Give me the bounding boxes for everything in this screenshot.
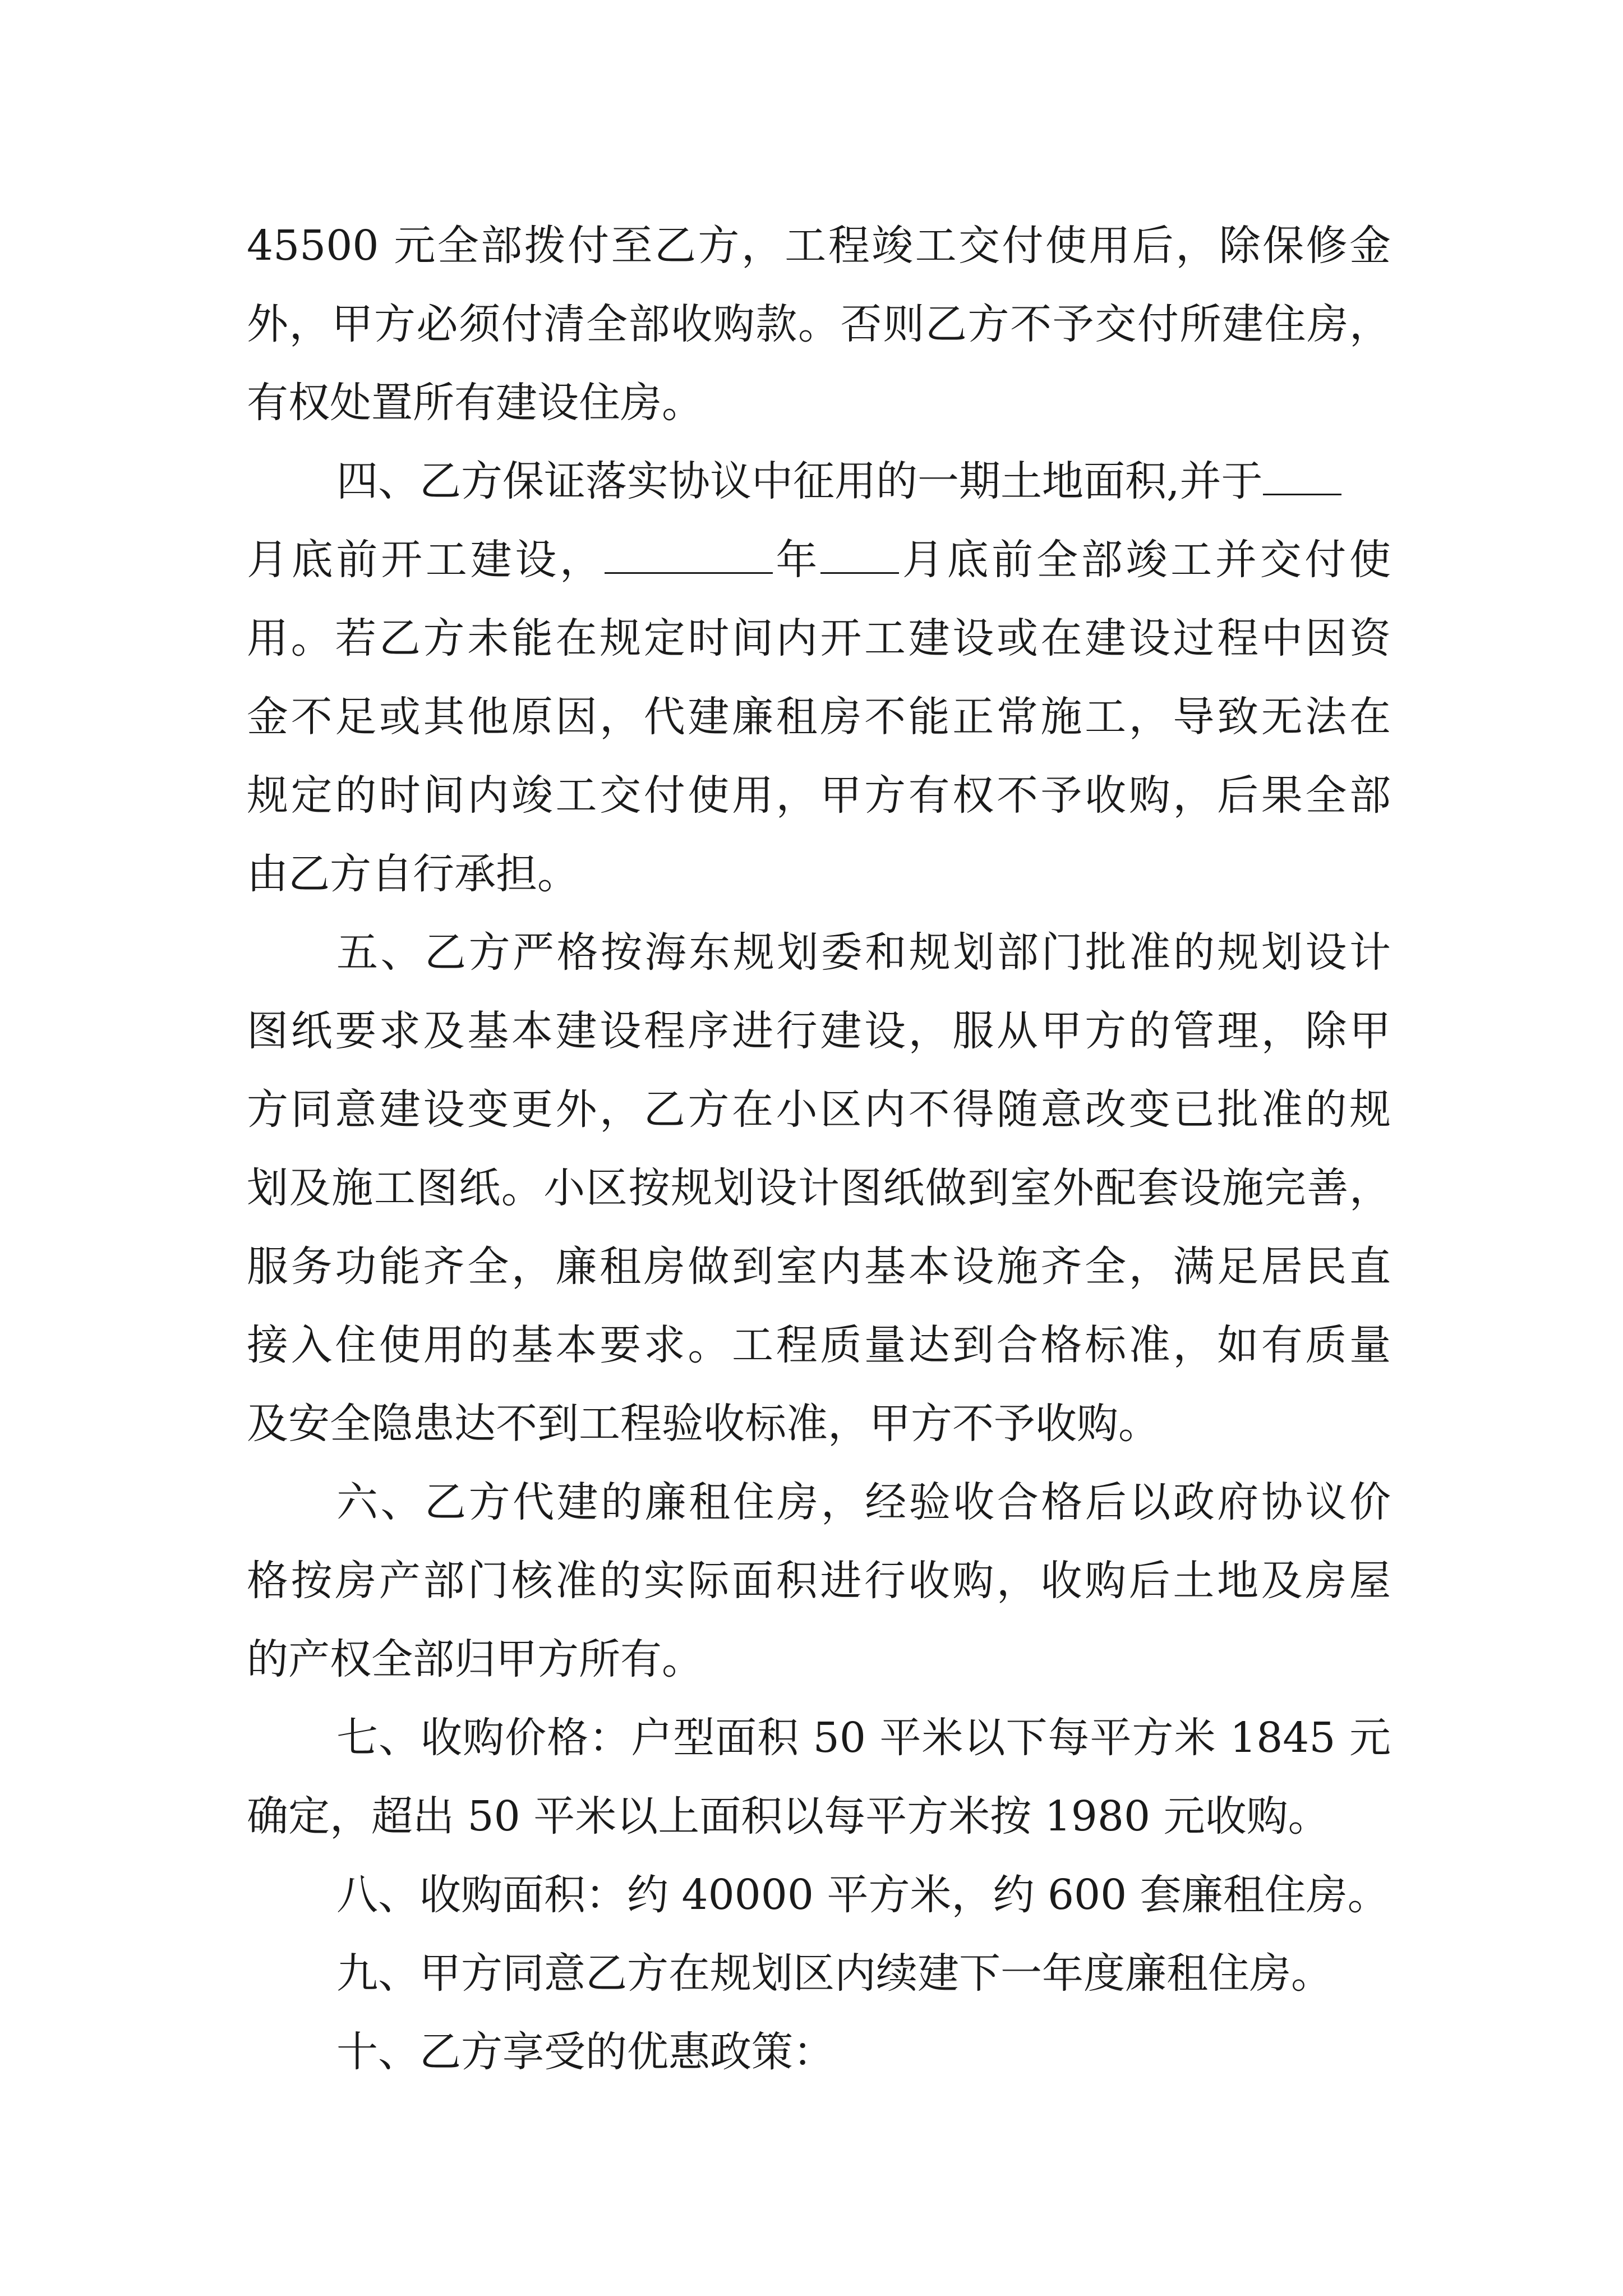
text-line-8: 规定的时间内竣工交付使用，甲方有权不予收购，后果全部	[247, 771, 1391, 820]
text-line-12: 方同意建设变更外，乙方在小区内不得随意改变已批准的规	[247, 1085, 1391, 1134]
blank-month-2	[820, 533, 899, 574]
text-line-2: 外，甲方必须付清全部收购款。否则乙方不予交付所建住房，	[247, 300, 1391, 348]
text-line-7: 金不足或其他原因，代建廉租房不能正常施工，导致无法在	[247, 693, 1391, 741]
clause-4-text: 四、乙方保证落实协议中征用的一期土地面积,并于	[336, 457, 1263, 505]
text-line-9: 由乙方自行承担。	[247, 850, 579, 898]
line-5-part-a: 月底前开工建设，	[247, 536, 605, 584]
clause-8-heading: 八、收购面积：约 40000 平方米，约 600 套廉租住房。	[336, 1871, 1389, 1919]
text-line-3: 有权处置所有建设住房。	[247, 379, 703, 427]
text-line-18: 格按房产部门核准的实际面积进行收购，收购后土地及房屋	[247, 1557, 1391, 1605]
blank-year	[605, 533, 773, 574]
blank-month-1	[1263, 454, 1341, 495]
text-line-13: 划及施工图纸。小区按规划设计图纸做到室外配套设施完善，	[247, 1164, 1391, 1212]
line-5-part-c: 月底前全部竣工并交付使	[899, 536, 1391, 584]
clause-10-heading: 十、乙方享受的优惠政策：	[336, 2028, 834, 2076]
text-line-14: 服务功能齐全，廉租房做到室内基本设施齐全，满足居民直	[247, 1243, 1391, 1291]
text-line-1: 45500 元全部拨付至乙方，工程竣工交付使用后，除保修金	[247, 222, 1391, 270]
clause-6-heading: 六、乙方代建的廉租住房，经验收合格后以政府协议价	[336, 1478, 1391, 1526]
text-line-11: 图纸要求及基本建设程序进行建设，服从甲方的管理，除甲	[247, 1007, 1391, 1055]
text-line-6: 用。若乙方未能在规定时间内开工建设或在建设过程中因资	[247, 614, 1391, 662]
text-line-5	[247, 526, 1391, 593]
text-line-21: 确定，超出 50 平米以上面积以每平方米按 1980 元收购。	[247, 1792, 1330, 1841]
clause-5-heading: 五、乙方严格按海东规划委和规划部门批准的规划设计	[336, 928, 1391, 977]
text-line-15: 接入住使用的基本要求。工程质量达到合格标准，如有质量	[247, 1321, 1391, 1369]
text-line-19: 的产权全部归甲方所有。	[247, 1635, 703, 1683]
clause-4-heading	[336, 448, 1391, 515]
clause-7-heading: 七、收购价格：户型面积 50 平米以下每平方米 1845 元	[336, 1714, 1391, 1762]
clause-9-heading: 九、甲方同意乙方在规划区内续建下一年度廉租住房。	[336, 1949, 1332, 1998]
line-5-part-b: 年	[772, 536, 821, 584]
text-line-16: 及安全隐患达不到工程验收标准，甲方不予收购。	[247, 1400, 1160, 1448]
